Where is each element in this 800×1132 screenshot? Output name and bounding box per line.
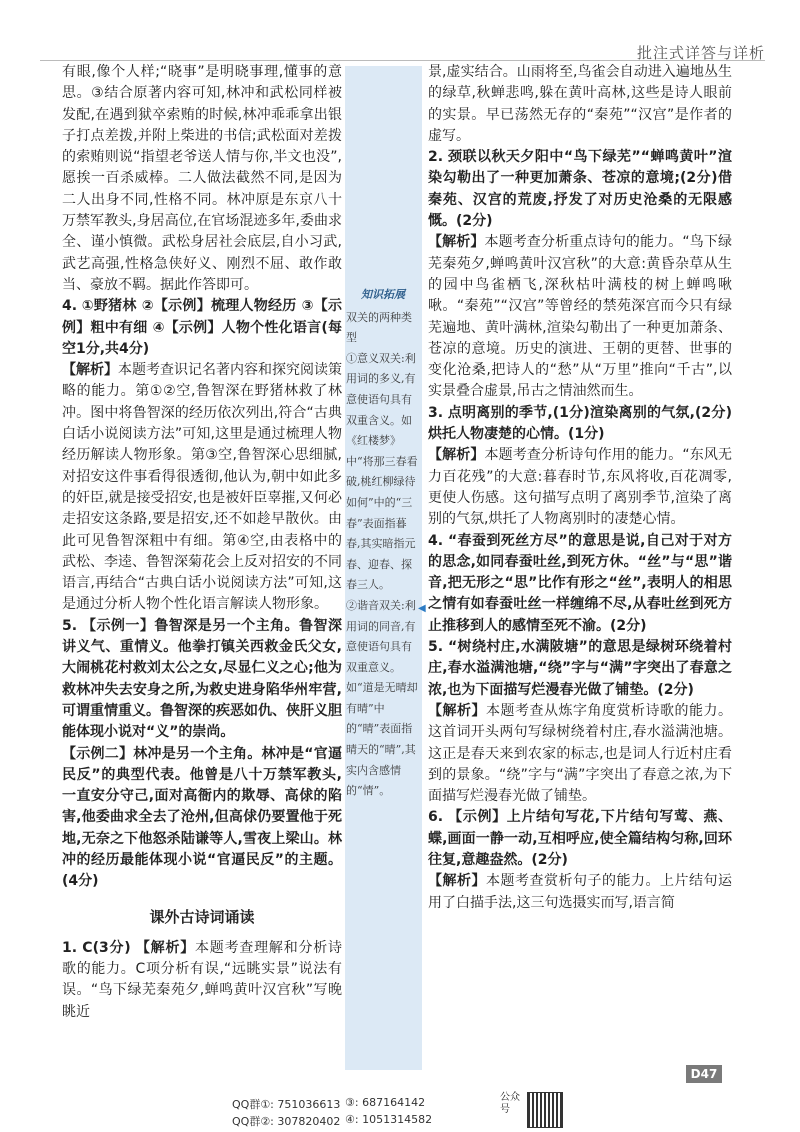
left-q1 [62,938,342,1023]
right-q4-number: 4. [428,532,444,549]
right-q2-analysis: 本题考查分析重点诗句的能力。“鸟下绿芜秦苑夕,蝉鸣黄叶汉宫秋”的大意:黄昏杂草从生的园中鸟雀栖飞,深秋枯叶满枝的树上蝉鸣啾啾。“秦苑”“汉宫”等曾经的禁苑深宫而今只有绿芜遍地、黄叶满林,渲染勾勒出了一种更加萧条、苍凉的意境。历史的演进、王朝的更替、世事的变化沧桑,把诗人的“愁”从“万里”推向“千古”,以实景叠合虚景,吊古之情油然而生。 [428,234,732,400]
right-q6-answer: 【示例】上片结句写花,下片结句写莺、燕、蝶,画面一静一动,互相呼应,使全篇结构匀称,回环往复,意趣盎然。(2分) [428,809,732,868]
qq-group-1 [232,1096,340,1112]
right-q3-analysis-block [428,445,732,530]
left-q5-example-2: 【示例二】林冲是另一个主角。林冲是“官逼民反”的典型代表。他曾是八十万禁军教头,一直安分守己,面对高衙内的欺辱、高俅的陷害,他委曲求全去了沧州,但高俅仍要置他于死地,无奈之下他怒杀陆谦等人,雪夜上梁山。林冲的经历最能体现小说“官逼民反”的主题。(4分) [62,745,342,890]
left-q4-tag: 【解析】 [62,362,118,379]
qq-group-1-number: 751036613 [277,1098,341,1111]
page-number: D47 [686,1065,722,1083]
qq-group-2 [232,1113,340,1129]
left-q5-number: 5. [62,617,78,634]
qq-group-3 [345,1096,425,1109]
left-para-1: 有眼,像个人样;“晓事”是明晓事理,懂事的意思。③结合原著内容可知,林冲和武松同样被发配,在遇到狱卒索贿的时候,林冲乖乖拿出银子打点差拨,并附上柴进的书信;武松面对差拨的索贿则说“指望老爷送人情与你,半文也没”,愿挨一百杀威棒。二人做法截然不同,是因为二人出身不同,性格不同。林冲原是东京八十万禁军教头,身居高位,在官场混迹多年,委曲求全、谨小慎微。武松身居社会底层,自小习武,武艺高强,性格急侠好义、刚烈不屈、敢作敢当、豪放不羁。据此作答即可。 [62,64,342,293]
right-q4 [428,531,732,637]
left-q4-analysis: 本题考查识记名著内容和探究阅读策略的能力。第①②空,鲁智深在野猪林救了林冲。图中将鲁智深的经历依次列出,符合“古典白话小说阅读方法”可知,这里是通过梳理人物经历解读人物形象。第③空,鲁智深心思细腻,对招安这件事看得很透彻,他认为,朝中如此多的奸臣,就是接受招安,也是被奸臣辜摧,又何必走招安这条路,要是招安,还不如趁早散伙。由此可见鲁智深粗中有细。第④空,由表格中的武松、李逵、鲁智深菊花会上反对招安的不同语言,再结合“古典白话小说阅读方法”可知,这是通过分析人物个性化语言解读人物形象。 [62,362,342,613]
header-title: 批注式详答与详析 [636,44,765,62]
qq-group-4 [345,1113,432,1126]
qr-code-icon [527,1092,563,1128]
right-q5-number: 5. [428,639,444,656]
right-para-0: 景,虚实结合。山雨将至,鸟雀会自动进入遍地丛生的绿草,秋蝉悲鸣,躲在黄叶高林,这些是诗人眼前的实景。早已荡然无存的“秦苑”“汉宫”是作者的虚写。 [428,64,732,144]
qq-group-3-label: ③: [345,1096,359,1109]
right-q2-tag: 【解析】 [428,234,485,251]
right-q3 [428,403,732,446]
right-q3-analysis: 本题考查分析诗句作用的能力。“东风无力百花残”的大意:暮春时节,东风将收,百花凋零,更使人伤感。这句描写点明了离别季节,渲染了离别的气氛,烘托了人物离别时的凄楚心情。 [428,447,732,528]
page-header [40,30,765,61]
page-footer [0,1086,800,1132]
left-q4-analysis-block [62,360,342,616]
right-q3-tag: 【解析】 [428,447,485,464]
knowledge-note-title: 知识拓展 [361,288,405,301]
right-q4-answer: “春蚕到死丝方尽”的意思是说,自己对于对方的思念,如同春蚕吐丝,到死方休。“丝”与“思”谐音,把无形之“思”比作有形之“丝”,表明人的相思之情有如春蚕吐丝一样缠绵不尽,从春吐丝到死方止推移到人的感情至死不渝。(2分) [428,532,732,634]
right-q5-analysis-block [428,701,732,807]
knowledge-note-item-2: ②谐音双关:利用词的同音,有意使语句具有双重意义。如“道是无晴却有晴”中的“晴”表面指晴天的“晴”,其实内含感情的“情”。 [346,598,418,798]
right-q6-number: 6. [428,809,444,826]
right-q6 [428,807,732,871]
knowledge-note [346,285,420,802]
knowledge-note-intro: 双关的两种类型 [346,310,412,345]
qq-group-2-number: 307820402 [277,1115,341,1128]
left-q4 [62,296,342,360]
right-q6-analysis-block [428,871,732,914]
right-q2-answer: 颈联以秋天夕阳中“鸟下绿芜”“蝉鸣黄叶”渲染勾勒出了一种更加萧条、苍凉的意境;(2分)借秦苑、汉宫的荒废,抒发了对历史沧桑的无限感慨。(2分) [428,149,732,230]
right-q6-tag: 【解析】 [428,873,486,890]
right-q3-number: 3. [428,404,444,421]
left-q5 [62,616,342,744]
right-q2 [428,147,732,232]
right-q5-analysis: 本题考查从炼字角度赏析诗歌的能力。这首词开头两句写绿树绕着村庄,春水溢满池塘。这正是春天来到农家的标志,也是词人行近村庄看到的景象。“绕”字与“满”字突出了春意之浓,为下面描写烂漫春光做了铺垫。 [428,702,732,805]
right-q3-answer: 点明离别的季节,(1分)渲染离别的气氛,(2分)烘托人物凄楚的心情。(1分) [428,404,733,443]
left-q5-example-1: 【示例一】鲁智深是另一个主角。鲁智深讲义气、重情义。他拳打镇关西救金氏父女,大闹桃花村救刘太公之女,尽显仁义之心;他为救林冲失去安身之所,为救史进身陷华州牢营,可谓重情重义。鲁智深的疾恶如仇、侠肝义胆能体现小说对“义”的崇尚。 [62,617,342,741]
note-pointer-icon: ◀ [418,603,426,614]
qr-code-label: 公众号 [500,1092,520,1115]
left-q1-number: 1. [62,939,78,956]
qq-group-4-label: ④: [345,1113,359,1126]
right-q2-number: 2. [428,149,444,166]
section-title: 课外古诗词诵读 [149,907,255,926]
left-q4-number: 4. [62,298,78,315]
left-q4-answer: ①野猪林 ②【示例】梳理人物经历 ③【示例】粗中有细 ④【示例】人物个性化语言(每空1分,共4分) [62,298,343,357]
right-q5 [428,637,732,701]
right-q5-tag: 【解析】 [428,702,486,719]
qq-group-3-number: 687164142 [362,1096,426,1109]
right-q5-answer: “树绕村庄,水满陂塘”的意思是绿树环绕着村庄,春水溢满池塘,“绕”字与“满”字突出了春意之浓,也为下面描写烂漫春光做了铺垫。(2分) [428,639,732,698]
knowledge-note-item-1: ①意义双关:利用词的多义,有意使语句具有双重含义。如《红楼梦》中“将那三春看破,桃红柳绿待如何”中的“三春”表面指暮春,其实暗指元春、迎春、探春三人。 [346,351,418,592]
left-q1-analysis: 本题考查理解和分析诗歌的能力。C项分析有误,“远眺实景”说法有误。“鸟下绿芜秦苑夕,蝉鸣黄叶汉宫秋”写晚眺近 [62,939,343,1020]
right-column [428,62,732,914]
qq-group-2-label: QQ群②: [232,1115,274,1128]
right-q6-analysis: 本题考查赏析句子的能力。上片结句运用了白描手法,这三句选摄实而写,语言简 [428,873,732,911]
qq-group-4-number: 1051314582 [362,1113,433,1126]
qq-group-1-label: QQ群①: [232,1098,274,1111]
left-column [62,62,342,1023]
right-q2-analysis-block [428,232,732,402]
left-q1-tag: 【解析】 [135,939,196,956]
left-q1-answer: C(3分) [82,939,131,956]
